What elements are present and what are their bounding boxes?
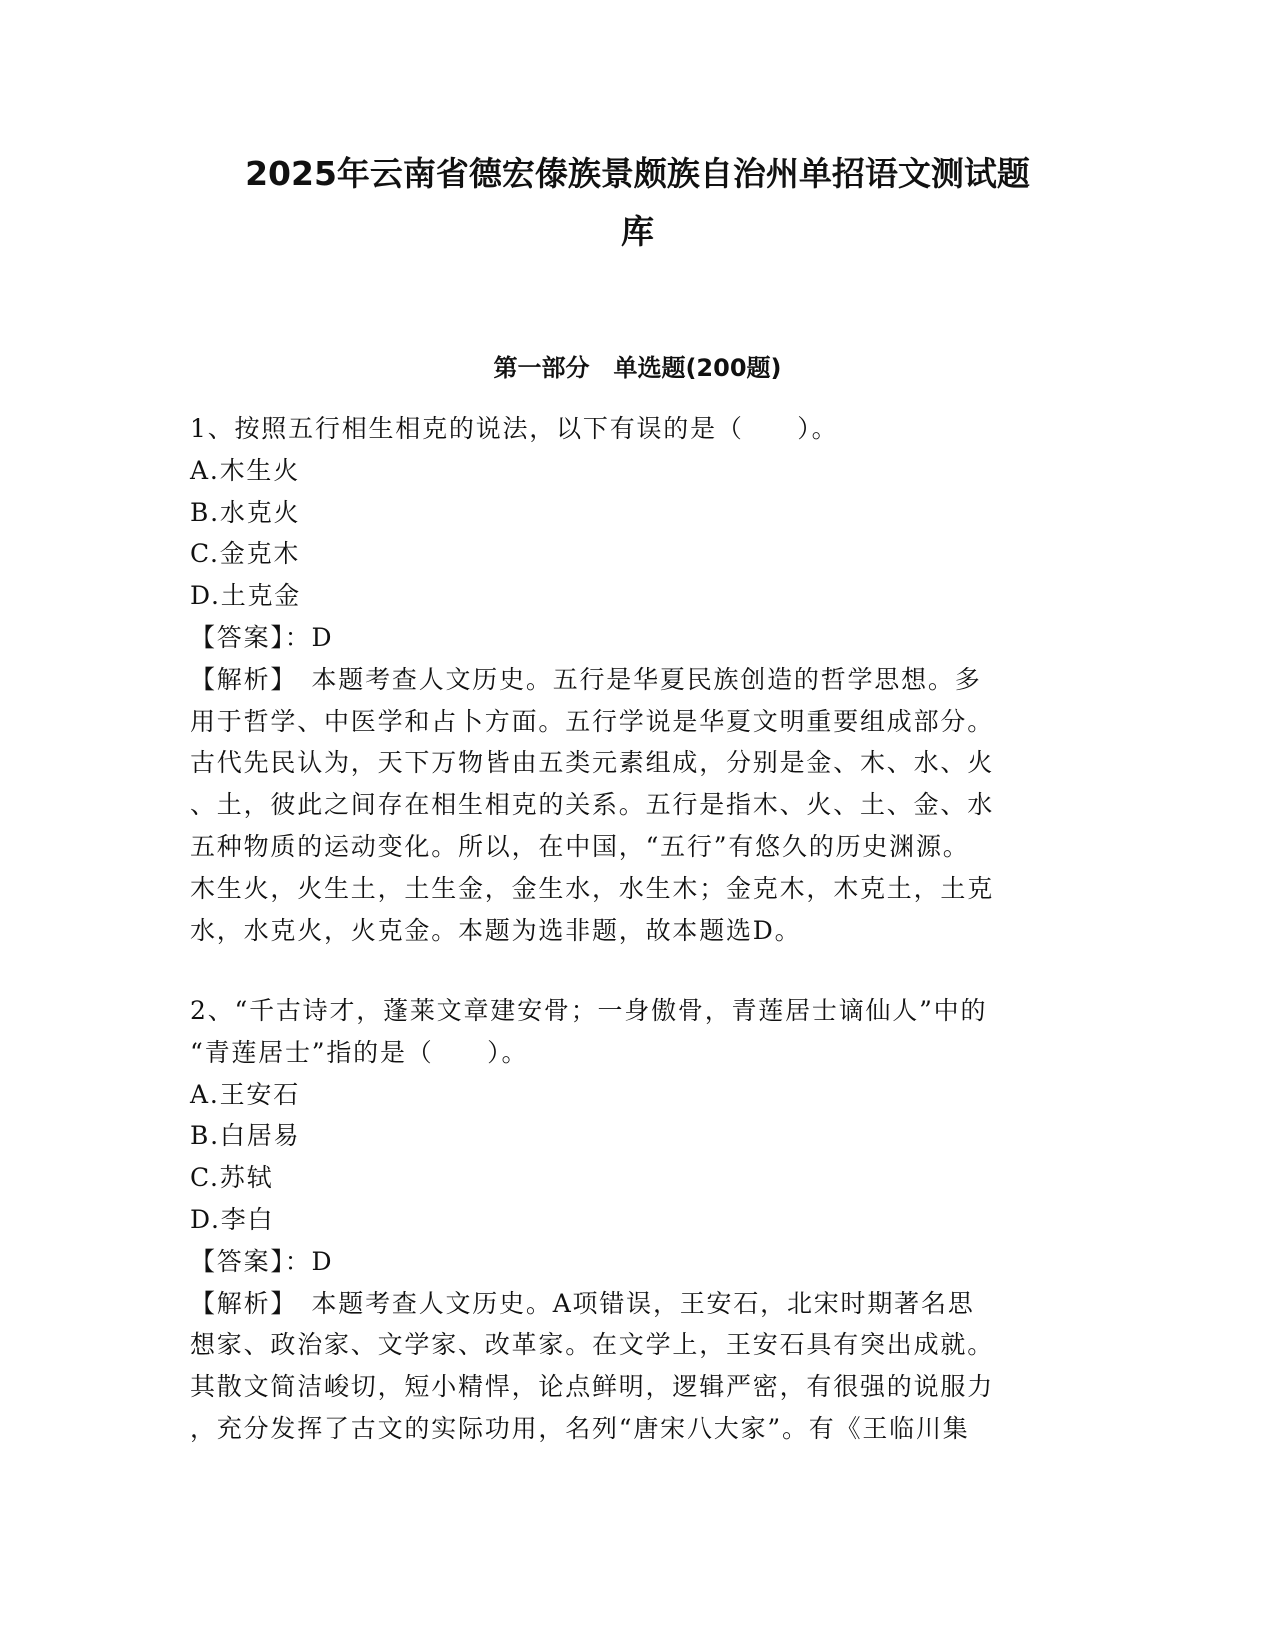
document-title	[190, 145, 1085, 261]
title-line-1: 2025年云南省德宏傣族景颇族自治州单招语文测试题	[245, 154, 1030, 193]
title-line-2: 库	[621, 212, 654, 251]
question-1	[190, 408, 1090, 951]
answer-line: 【答案】：D	[190, 1246, 334, 1276]
option-b: B.水克火	[190, 497, 301, 527]
answer-line: 【答案】：D	[190, 622, 334, 652]
option-b: B.白居易	[190, 1121, 301, 1151]
question-stem: 2、“千古诗才，蓬莱文章建安骨；一身傲骨，青莲居士谪仙人”中的	[190, 996, 988, 1025]
option-a: A.木生火	[190, 455, 301, 485]
analysis-line: 古代先民认为，天下万物皆由五类元素组成，分别是金、木、水、火	[190, 748, 995, 778]
option-a: A.王安石	[190, 1079, 301, 1109]
option-d: D.李白	[190, 1204, 275, 1234]
option-c: C.苏轼	[190, 1163, 274, 1193]
analysis-line: 其散文简洁峻切，短小精悍，论点鲜明，逻辑严密，有很强的说服力	[190, 1372, 995, 1402]
analysis-line: 、土，彼此之间存在相生相克的关系。五行是指木、火、土、金、水	[190, 790, 995, 820]
section-heading: 第一部分 单选题(200题)	[493, 354, 782, 382]
analysis-line: 水，水克火，火克金。本题为选非题，故本题选D。	[190, 915, 802, 945]
question-stem: 1、按照五行相生相克的说法，以下有误的是（ ）。	[190, 414, 839, 443]
analysis-line: 【解析】 本题考查人文历史。五行是华夏民族创造的哲学思想。多	[190, 664, 982, 694]
option-c: C.金克木	[190, 539, 301, 569]
analysis-line: ，充分发挥了古文的实际功用，名列“唐宋八大家”。有《王临川集	[190, 1413, 970, 1443]
analysis-line: 五种物质的运动变化。所以，在中国，“五行”有悠久的历史渊源。	[190, 831, 970, 861]
analysis-line: 用于哲学、中医学和占卜方面。五行学说是华夏文明重要组成部分。	[190, 706, 995, 736]
question-stem: “青莲居士”指的是（ ）。	[190, 1037, 529, 1067]
analysis-line: 想家、政治家、文学家、改革家。在文学上，王安石具有突出成就。	[190, 1330, 995, 1360]
option-d: D.土克金	[190, 581, 302, 611]
analysis-line: 【解析】 本题考查人文历史。A项错误，王安石，北宋时期著名思	[190, 1288, 975, 1318]
analysis-line: 木生火，火生土，土生金，金生水，水生木；金克木，木克土，土克	[190, 873, 995, 903]
question-2	[190, 990, 1090, 1450]
